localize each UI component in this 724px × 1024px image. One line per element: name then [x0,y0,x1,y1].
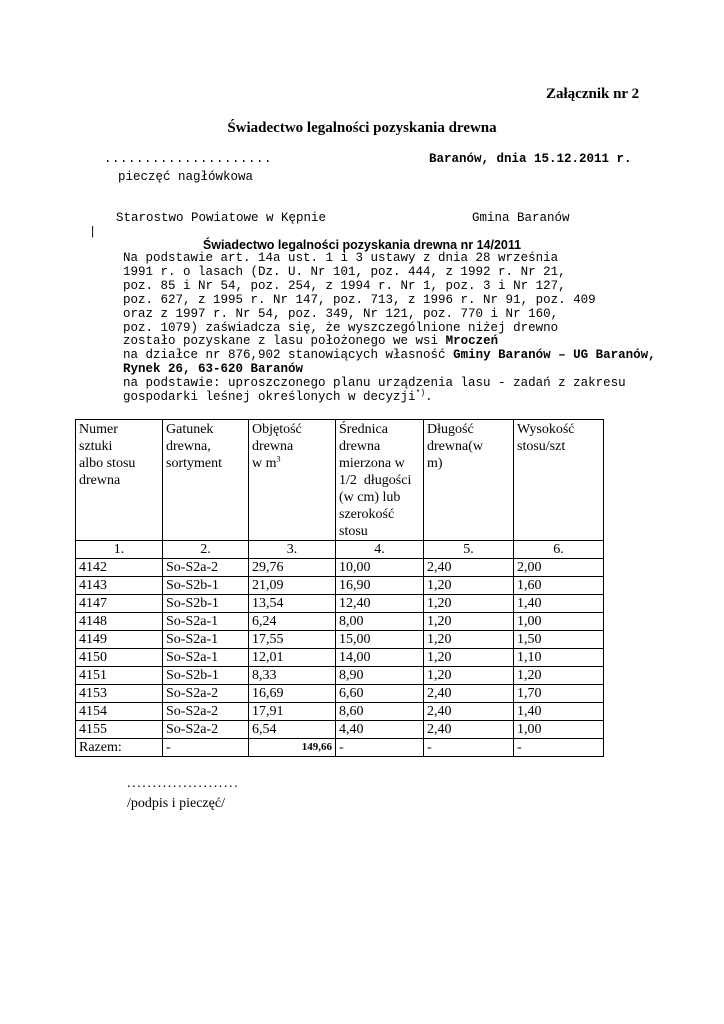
table-cell: So-S2a-2 [163,721,249,739]
table-cell: 2,00 [514,559,604,577]
table-row [76,577,604,595]
header-line: Gatunek [166,422,214,437]
table-cell: 4143 [76,577,163,595]
body-line [123,363,656,377]
header-line: stosu [339,524,368,539]
table-cell: 1,00 [514,721,604,739]
header-text: w m [252,456,277,471]
total-volume: 149,66 [249,739,336,757]
table-cell: 4,40 [336,721,424,739]
table-cell: 4154 [76,703,163,721]
issuer-name: Starostwo Powiatowe w Kępnie [116,211,327,225]
header-line: sztuki [79,439,113,454]
header-line: mierzona w [339,456,405,471]
table-cell: So-S2b-1 [163,667,249,685]
header-cell [163,420,249,541]
column-number: 2. [163,541,249,559]
certificate-number: Świadectwo legalności pozyskania drewna nr 14/2011 [202,238,522,252]
total-cell: - [336,739,424,757]
body-line [123,335,656,349]
certificate-body [123,252,656,405]
table-cell: 13,54 [249,595,336,613]
table-cell: So-S2a-2 [163,559,249,577]
body-text: na działce nr 876,902 stanowiących własność [123,348,454,363]
table-cell: 4148 [76,613,163,631]
table-cell: 1,50 [514,631,604,649]
table-cell: 12,40 [336,595,424,613]
body-text: gospodarki leśnej określonych w decyzji [123,390,416,405]
table-cell: 4149 [76,631,163,649]
body-text: . [425,390,433,405]
table-cell: 1,20 [424,631,514,649]
table-cell: 1,00 [514,613,604,631]
table-row [76,631,604,649]
header-line: Objętość [252,422,302,437]
table-cell: 16,69 [249,685,336,703]
table-cell: 4153 [76,685,163,703]
header-line: drewna [252,439,294,454]
body-line: poz. 627, z 1995 r. Nr 147, poz. 713, z 1996 r. Nr 91, poz. 409 [123,292,596,307]
village-name: Mroczeń [445,334,499,349]
header-line: 1/2 długości [339,473,412,488]
table-row [76,703,604,721]
table-cell: 1,40 [514,595,604,613]
header-line [252,455,332,472]
total-cell: - [514,739,604,757]
document-title: Świadectwo legalności pozyskania drewna [227,120,497,136]
table-cell: 1,60 [514,577,604,595]
table-row [76,667,604,685]
header-line: sortyment [166,456,222,471]
gmina-name: Gmina Baranów [472,211,570,225]
header-line: drewna(w [427,439,483,454]
table-cell: 1,20 [424,649,514,667]
owner-name: Gminy Baranów – UG Baranów, [453,348,656,363]
table-cell: 21,09 [249,577,336,595]
table-cell: 14,00 [336,649,424,667]
table-cell: 4151 [76,667,163,685]
table-cell: 12,01 [249,649,336,667]
header-line: (w cm) lub [339,490,401,505]
table-cell: 6,24 [249,613,336,631]
body-line: oraz z 1997 r. Nr 54, poz. 349, Nr 121, poz. 770 i Nr 160, [123,306,559,321]
header-cell [514,420,604,541]
table-row [76,613,604,631]
table-cell: So-S2b-1 [163,595,249,613]
header-cell [424,420,514,541]
header-line: drewna, [166,439,211,454]
header-line: stosu/szt [517,439,566,454]
header-line: drewna [339,439,381,454]
table-cell: 10,00 [336,559,424,577]
body-line: 1991 r. o lasach (Dz. U. Nr 101, poz. 444, z 1992 r. Nr 21, [123,264,566,279]
table-row [76,721,604,739]
column-number: 6. [514,541,604,559]
header-line: szerokość [339,507,395,522]
table-cell: 2,40 [424,703,514,721]
total-cell: - [424,739,514,757]
table-cell: 1,20 [424,613,514,631]
table-cell: 1,20 [424,577,514,595]
total-cell: Razem: [76,739,163,757]
table-cell: 2,40 [424,685,514,703]
table-cell: So-S2a-1 [163,649,249,667]
body-line: poz. 85 i Nr 54, poz. 254, z 1994 r. Nr 1, poz. 3 i Nr 127, [123,278,566,293]
stamp-dots: ..................... [104,152,273,166]
table-cell: So-S2b-1 [163,577,249,595]
table-header-row [76,420,604,541]
table-cell: 29,76 [249,559,336,577]
table-cell: 17,55 [249,631,336,649]
header-cell [76,420,163,541]
header-line: m) [427,456,443,471]
table-row [76,685,604,703]
header-line: Wysokość [517,422,575,437]
table-cell: 8,00 [336,613,424,631]
table-cell: 4147 [76,595,163,613]
header-line: albo stosu [79,456,136,471]
table-cell: 1,20 [424,667,514,685]
superscript: 3 [276,454,281,464]
table-cell: 4155 [76,721,163,739]
column-number: 3. [249,541,336,559]
table-cell: 1,70 [514,685,604,703]
table-cell: 1,40 [514,703,604,721]
table-cell: 8,90 [336,667,424,685]
table-cell: 16,90 [336,577,424,595]
stamp-label: pieczęć nagłówkowa [118,170,254,184]
table-cell: 1,10 [514,649,604,667]
column-number: 1. [76,541,163,559]
table-cell: 4150 [76,649,163,667]
total-row [76,739,604,757]
table-cell: 8,33 [249,667,336,685]
signature-dots: ...................... [127,776,240,791]
table-cell: So-S2a-2 [163,685,249,703]
owner-address: Rynek 26, 63-620 Baranów [123,362,304,377]
header-line: Numer [79,422,118,437]
body-line [123,349,656,363]
margin-bar: | [89,225,97,239]
table-cell: So-S2a-1 [163,613,249,631]
header-cell [249,420,336,541]
place-and-date: Baranów, dnia 15.12.2011 r. [429,152,632,166]
header-line: Długość [427,422,474,437]
table-cell: 2,40 [424,559,514,577]
table-cell: 1,20 [514,667,604,685]
column-number: 4. [336,541,424,559]
table-cell: 6,60 [336,685,424,703]
body-line [123,388,656,405]
body-text: zostało pozyskane z lasu położonego we wsi [123,334,446,349]
footnote-mark: *) [415,388,426,398]
table-cell: 17,91 [249,703,336,721]
header-line: drewna [79,473,121,488]
table-row [76,559,604,577]
column-number-row [76,541,604,559]
table-cell: So-S2a-1 [163,631,249,649]
body-line: Na podstawie art. 14a ust. 1 i 3 ustawy z dnia 28 września [123,251,559,265]
body-line: poz. 1079) zaświadcza się, że wyszczególnione niżej drewno [123,320,559,335]
table-row [76,649,604,667]
header-line: Średnica [339,422,388,437]
table-cell: 1,20 [424,595,514,613]
annex-label: Załącznik nr 2 [546,86,640,102]
table-row [76,595,604,613]
body-line: na podstawie: uproszczonego planu urządzenia lasu - zadań z zakresu [123,376,626,391]
table-cell: 8,60 [336,703,424,721]
table-cell: 4142 [76,559,163,577]
signature-label: /podpis i pieczęć/ [127,796,225,811]
timber-table [75,419,604,757]
table-cell: 15,00 [336,631,424,649]
header-cell [336,420,424,541]
column-number: 5. [424,541,514,559]
table-cell: So-S2a-2 [163,703,249,721]
table-cell: 2,40 [424,721,514,739]
total-cell: - [163,739,249,757]
table-cell: 6,54 [249,721,336,739]
